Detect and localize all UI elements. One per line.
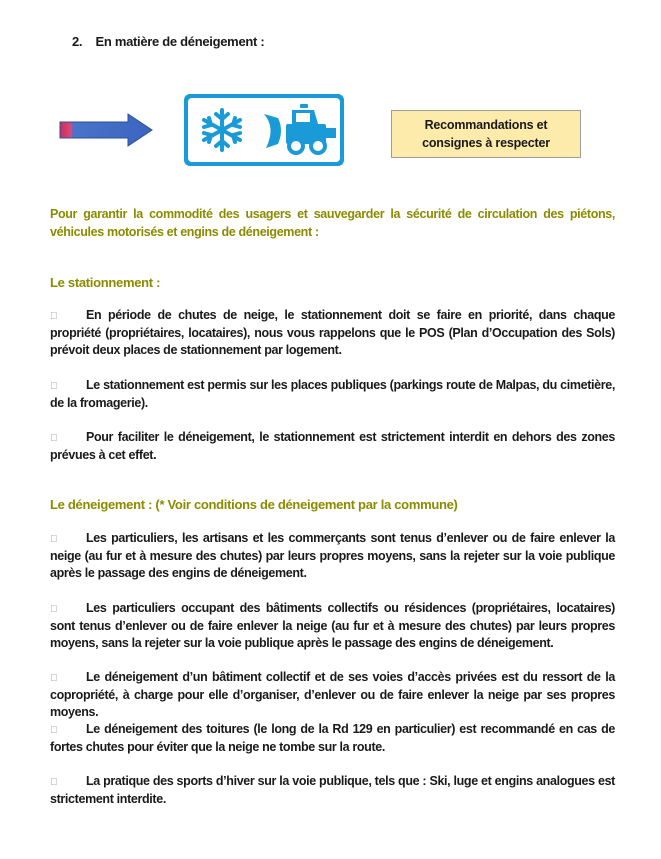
- snowplow-icon: [262, 102, 338, 158]
- bullet-icon: [50, 774, 86, 791]
- intro-paragraph: Pour garantir la commodité des usagers et sauvegarder la sécurité de circulation des piétons, véhicules motorisés et engins de déneigement :: [50, 207, 615, 239]
- deneigement-item-4: Le déneigement des toitures (le long de la Rd 129 en particulier) est recommandé en cas de fortes chutes pour éviter que la neige ne tombe sur la route.: [50, 722, 615, 753]
- deneigement-item-5: La pratique des sports d’hiver sur la voie publique, tels que : Ski, luge et engins analogues est strictement interdite.: [50, 774, 615, 805]
- deneigement-item-3: Le déneigement d’un bâtiment collectif et de ses voies d’accès privées est du ressort de la copropriété, à charge pour elle d’organiser, d’enlever ou de faire enlever la neige par ses propres moyens.: [50, 670, 615, 718]
- snowflake-icon: [198, 106, 246, 154]
- bullet-icon: [50, 601, 86, 618]
- snow-sign-panel: [184, 94, 344, 166]
- bullet-icon: [50, 670, 86, 687]
- bullet-icon: [50, 378, 86, 395]
- deneigement-item-1: Les particuliers, les artisans et les commerçants sont tenus d’enlever ou de faire enlever la neige (au fur et à mesure des chutes) par leurs propres moyens, sans la rejeter sur la voie publique après le passage des engins de déneigement.: [50, 531, 615, 579]
- deneigement-item-2: Les particuliers occupant des bâtiments collectifs ou résidences (propriétaires, locataires) sont tenus d’enlever ou de faire enlever la neige (au fur et à mesure des chutes) par leurs propres moyens, sans la rejeter sur la voie publique après le passage des engins de déneigement.: [50, 601, 615, 649]
- bullet-icon: [50, 430, 86, 447]
- bullet-icon: [50, 722, 86, 739]
- recommendations-box: [391, 110, 581, 158]
- right-arrow-icon: [58, 112, 154, 148]
- section-title: 2. En matière de déneigement :: [72, 34, 265, 49]
- stationnement-item-1: En période de chutes de neige, le stationnement doit se faire en priorité, dans chaque propriété (propriétaires, locataires), nous vous rappelons que le POS (Plan d’Occupation des Sols) prévoit deux places de stationnement par logement.: [50, 308, 615, 356]
- bullet-icon: [50, 531, 86, 548]
- recommendations-line-1: Recommandations et: [424, 118, 548, 132]
- recommendations-line-2: consignes à respecter: [422, 136, 550, 150]
- stationnement-heading: Le stationnement :: [50, 275, 161, 290]
- bullet-icon: [50, 308, 86, 325]
- stationnement-item-3: Pour faciliter le déneigement, le stationnement est strictement interdit en dehors des zones prévues à cet effet.: [50, 430, 615, 461]
- deneigement-heading: Le déneigement : (* Voir conditions de déneigement par la commune): [50, 497, 458, 512]
- stationnement-item-2: Le stationnement est permis sur les places publiques (parkings route de Malpas, du cimetière, de la fromagerie).: [50, 378, 615, 409]
